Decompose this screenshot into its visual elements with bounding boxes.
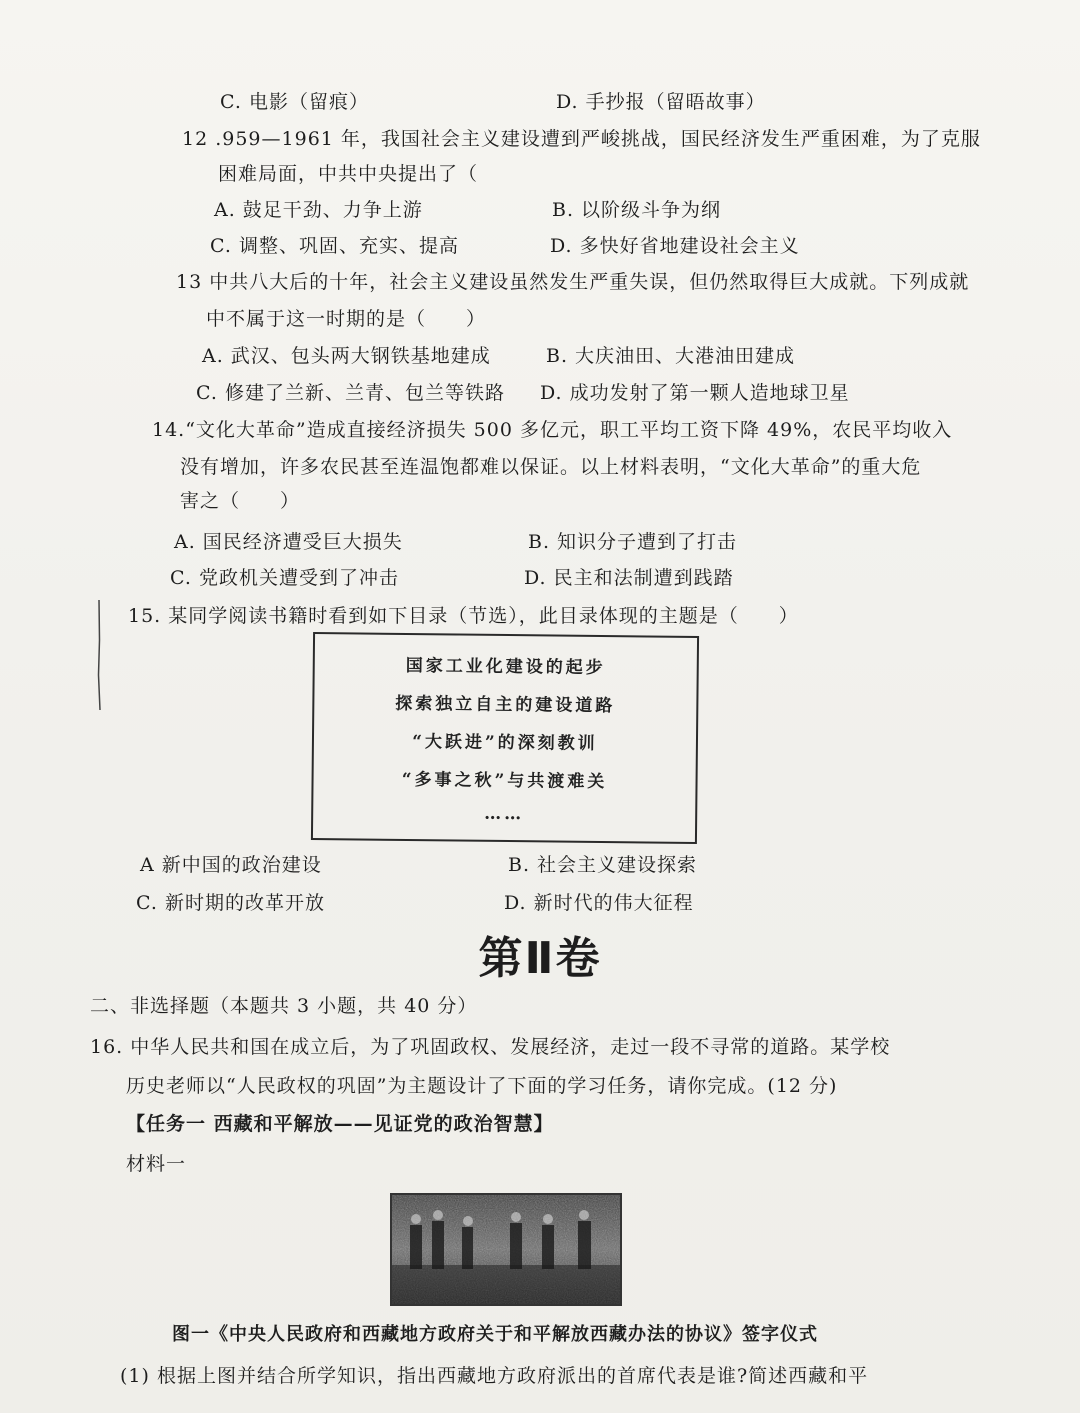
signing-ceremony-photo <box>390 1193 622 1306</box>
q12-option-a: A. 鼓足干劲、力争上游 <box>214 199 423 221</box>
q15-option-a: A 新中国的政治建设 <box>140 854 322 876</box>
toc-item: 探索独立自主的建设道路 <box>395 693 616 717</box>
q14-option-b: B. 知识分子遭到了打击 <box>528 531 738 553</box>
q15-toc-box <box>311 632 699 844</box>
q13-option-b: B. 大庆油田、大港油田建成 <box>546 345 796 367</box>
q15-option-b: B. 社会主义建设探索 <box>508 854 698 876</box>
toc-item: 国家工业化建设的起步 <box>405 655 606 679</box>
q13-option-a: A. 武汉、包头两大钢铁基地建成 <box>202 345 491 367</box>
q16-material1-label: 材料一 <box>126 1153 187 1175</box>
q12-stem-line2: 困难局面，中共中央提出了（ <box>218 163 479 185</box>
q14-stem-line1: 14.“文化大革命”造成直接经济损失 500 多亿元，职工平均工资下降 49%，农民平均收入 <box>152 419 953 441</box>
q16-stem-line1: 16. 中华人民共和国在成立后，为了巩固政权、发展经济，走过一段不寻常的道路。某学校 <box>90 1036 891 1058</box>
q14-option-c: C. 党政机关遭受到了冲击 <box>170 567 399 589</box>
toc-item-ellipsis: …… <box>484 803 525 825</box>
q16-task1-title: 【任务一 西藏和平解放——见证党的政治智慧】 <box>126 1113 554 1135</box>
q14-option-d: D. 民主和法制遭到践踏 <box>524 567 734 589</box>
q15-option-d: D. 新时代的伟大征程 <box>504 892 694 914</box>
volume-heading: 第Ⅱ卷 <box>478 933 602 984</box>
figure-caption: 图一《中央人民政府和西藏地方政府关于和平解放西藏办法的协议》签字仪式 <box>172 1324 818 1345</box>
q15-option-c: C. 新时期的改革开放 <box>136 892 325 914</box>
section2-title: 二、非选择题（本题共 3 小题，共 40 分） <box>90 995 478 1017</box>
q14-option-a: A. 国民经济遭受巨大损失 <box>174 531 403 553</box>
q12-option-b: B. 以阶级斗争为纲 <box>552 199 722 221</box>
q13-stem-line2: 中不属于这一时期的是（ ） <box>206 308 487 330</box>
q15-stem: 15. 某同学阅读书籍时看到如下目录（节选），此目录体现的主题是（ ） <box>128 605 799 627</box>
q13-stem-line1: 13 中共八大后的十年，社会主义建设虽然发生严重失误，但仍然取得巨大成就。下列成就 <box>176 271 970 293</box>
q12-option-d: D. 多快好省地建设社会主义 <box>550 235 800 257</box>
q11-option-d: D. 手抄报（留晤故事） <box>556 91 766 113</box>
q12-option-c: C. 调整、巩固、充实、提高 <box>210 235 459 257</box>
q16-sub1: (1) 根据上图并结合所学知识，指出西藏地方政府派出的首席代表是谁?简述西藏和平 <box>120 1365 869 1387</box>
q13-option-d: D. 成功发射了第一颗人造地球卫星 <box>540 382 850 404</box>
q13-option-c: C. 修建了兰新、兰青、包兰等铁路 <box>196 382 505 404</box>
pencil-mark <box>97 600 101 710</box>
q12-stem-line1: 12 .959—1961 年，我国社会主义建设遭到严峻挑战，国民经济发生严重困难，为了克服 <box>182 128 981 150</box>
q14-stem-line2: 没有增加，许多农民甚至连温饱都难以保证。以上材料表明，“文化大革命”的重大危 <box>180 456 922 478</box>
toc-item: “多事之秋”与共渡难关 <box>401 769 608 793</box>
toc-item: “大跃进”的深刻教训 <box>412 732 598 754</box>
q16-stem-line2: 历史老师以“人民政权的巩固”为主题设计了下面的学习任务，请你完成。(12 分) <box>126 1075 838 1097</box>
q11-option-c: C. 电影（留痕） <box>220 91 369 113</box>
photo-image <box>392 1195 620 1304</box>
q14-stem-line3: 害之（ ） <box>180 490 301 512</box>
